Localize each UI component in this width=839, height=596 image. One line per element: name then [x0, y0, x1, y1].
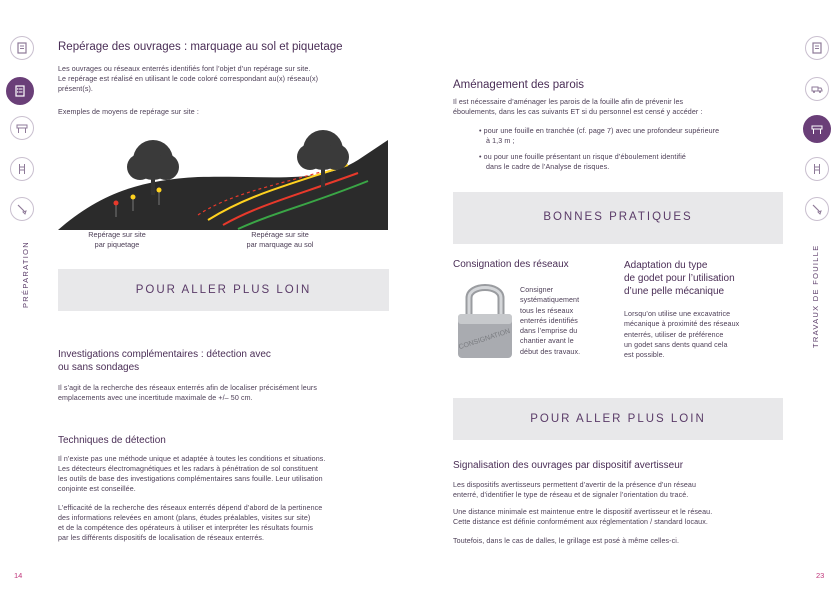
right-intro-line: éboulements, dans les cas suivants ET si du personnel est censé y accéder : — [453, 108, 703, 116]
techniques-line: et de la compétence des opérateurs à utiliser et interpréter les résultats fournis — [58, 524, 314, 532]
techniques-title: Techniques de détection — [58, 435, 166, 446]
sidebar-ladder-icon[interactable] — [10, 157, 34, 181]
truck-icon — [810, 82, 824, 96]
consignation-line: Consigner — [520, 286, 554, 294]
adaptation-line: est possible. — [624, 351, 665, 360]
padlock-icon — [455, 278, 515, 360]
left-band-label: POUR ALLER PLUS LOIN — [135, 284, 312, 296]
bullet-line: • ou pour une fouille présentant un risque d’éboulement identifié — [479, 153, 686, 161]
consignation-line: tous les réseaux — [520, 306, 574, 315]
caption-line: Repérage sur site — [251, 230, 309, 239]
consignation-line: dans l’emprise du — [520, 327, 578, 336]
adaptation-line: un godet sans dents quand cela — [624, 340, 728, 349]
sidebar-checklist-icon[interactable] — [6, 77, 34, 105]
shovel-icon — [810, 202, 824, 216]
marking-illustration — [58, 125, 388, 230]
sidebar-shovel-icon[interactable] — [10, 197, 34, 221]
bonnes-pratiques-band — [453, 192, 783, 244]
right-page-title: Aménagement des parois — [453, 79, 585, 91]
investigations-text — [58, 383, 317, 403]
adaptation-line: enterrés, utiliser de préférence — [624, 330, 724, 339]
bullet-line: à 1,3 m ; — [486, 137, 515, 145]
left-side-label: PRÉPARATION — [21, 241, 30, 308]
document-icon — [810, 41, 824, 55]
sidebar-shovel-icon-right[interactable] — [805, 197, 829, 221]
signal-paragraph-3: Toutefois, dans le cas de dalles, le grillage est posé à même celles-ci. — [453, 537, 680, 545]
left-intro-line: Les ouvrages ou réseaux enterrés identifiés font l’objet d’un repérage sur site. — [58, 65, 311, 73]
techniques-line: les outils de base des investigations complémentaires sans fouille. Leur utilisation — [58, 475, 323, 483]
investigations-line: emplacements avec une incertitude maximale de +/– 50 cm. — [58, 394, 253, 402]
adaptation-line: Lorsqu’on utilise une excavatrice — [624, 310, 731, 318]
signal-line: enterré, d’identifier le type de réseau et de signaler l’orientation du tracé. — [453, 491, 689, 499]
investigations-title — [58, 348, 271, 374]
ladder-icon — [15, 162, 29, 176]
barrier-icon — [810, 122, 824, 136]
signal-paragraph-1 — [453, 480, 696, 500]
left-page-number: 14 — [14, 571, 23, 580]
techniques-line: des informations relevées en amont (plans, études préalables, visites sur site) — [58, 514, 311, 522]
signal-line: Les dispositifs avertisseurs permettent d’avertir de la présence d’un réseau — [453, 481, 696, 489]
ladder-icon — [810, 162, 824, 176]
techniques-line: Les détecteurs électromagnétiques et les radars à pénétration de sol constituent — [58, 465, 318, 473]
left-intro-line: présent(s). — [58, 85, 94, 93]
sidebar-ladder-icon-right[interactable] — [805, 157, 829, 181]
right-intro-line: Il est nécessaire d’aménager les parois de la fouille afin de prévenir les — [453, 98, 684, 106]
sidebar-documents-icon-right[interactable] — [805, 36, 829, 60]
consignation-text — [520, 285, 580, 357]
barrier-icon — [15, 121, 29, 135]
caption-line: par marquage au sol — [246, 239, 314, 249]
signal-paragraph-2 — [453, 507, 712, 527]
right-intro — [453, 97, 702, 117]
caption-line: Repérage sur site — [88, 230, 146, 239]
checklist-icon — [13, 84, 27, 98]
bonnes-pratiques-label: BONNES PRATIQUES — [543, 211, 693, 223]
signal-title: Signalisation des ouvrages par dispositif avertisseur — [453, 460, 684, 471]
investigations-line: Il s’agit de la recherche des réseaux enterrés afin de localiser précisément leurs — [58, 384, 317, 392]
consignation-line: début des travaux. — [520, 347, 581, 356]
techniques-line: conjointe est conseillée. — [58, 485, 136, 493]
left-intro — [58, 64, 318, 94]
adaptation-line: mécanique à proximité des réseaux — [624, 320, 740, 329]
sidebar-truck-icon-right[interactable] — [805, 77, 829, 101]
right-page-number: 23 — [816, 571, 825, 580]
adaptation-title-line: d’une pelle mécanique — [624, 286, 725, 297]
right-band-label: POUR ALLER PLUS LOIN — [530, 413, 706, 425]
sidebar-barrier-icon[interactable] — [10, 116, 34, 140]
adaptation-title-line: de godet pour l’utilisation — [624, 273, 735, 284]
sidebar-barrier-icon-right[interactable] — [803, 115, 831, 143]
consignation-title: Consignation des réseaux — [453, 259, 569, 270]
techniques-paragraph-1 — [58, 454, 326, 494]
caption-piquetage — [62, 230, 172, 249]
bullet-line: dans le cadre de l’Analyse de risques. — [486, 163, 610, 171]
right-side-label: TRAVAUX DE FOUILLE — [811, 244, 820, 348]
bullet-line: • pour une fouille en tranchée (cf. page 7) avec une profondeur supérieure — [479, 127, 720, 135]
caption-line: par piquetage — [94, 239, 140, 249]
signal-line: Cette distance est définie conformément aux réglementation / standard locaux. — [453, 518, 708, 526]
techniques-line: par les différents dispositifs de localisation de réseaux enterrés. — [58, 534, 265, 542]
left-page-title: Repérage des ouvrages : marquage au sol et piquetage — [58, 41, 343, 53]
bullet-2 — [479, 152, 686, 172]
investigations-title-line: Investigations complémentaires : détection avec — [58, 349, 271, 360]
consignation-line: enterrés identifiés — [520, 316, 578, 325]
bullet-1 — [479, 126, 719, 146]
consignation-line: chantier avant le — [520, 337, 574, 346]
investigations-title-line: ou sans sondages — [58, 362, 140, 373]
adaptation-title — [624, 259, 735, 298]
techniques-line: Il n’existe pas une méthode unique et adaptée à toutes les conditions et situations. — [58, 455, 326, 463]
left-band — [58, 269, 389, 311]
sidebar-documents-icon[interactable] — [10, 36, 34, 60]
left-intro-line: Le repérage est réalisé en utilisant le code coloré correspondant au(x) réseau(x) — [58, 75, 319, 83]
examples-label: Exemples de moyens de repérage sur site : — [58, 108, 199, 116]
right-band — [453, 398, 783, 440]
adaptation-text — [624, 309, 739, 360]
consignation-line: systématiquement — [520, 296, 580, 305]
adaptation-title-line: Adaptation du type — [624, 260, 708, 271]
caption-marquage — [215, 230, 345, 249]
techniques-line: L’efficacité de la recherche des réseaux enterrés dépend d’abord de la pertinence — [58, 504, 323, 512]
shovel-icon — [15, 202, 29, 216]
signal-line: Une distance minimale est maintenue entre le dispositif avertisseur et le réseau. — [453, 508, 713, 516]
document-icon — [15, 41, 29, 55]
techniques-paragraph-2 — [58, 503, 322, 543]
padlock-label: CONSIGNATION — [457, 327, 512, 352]
